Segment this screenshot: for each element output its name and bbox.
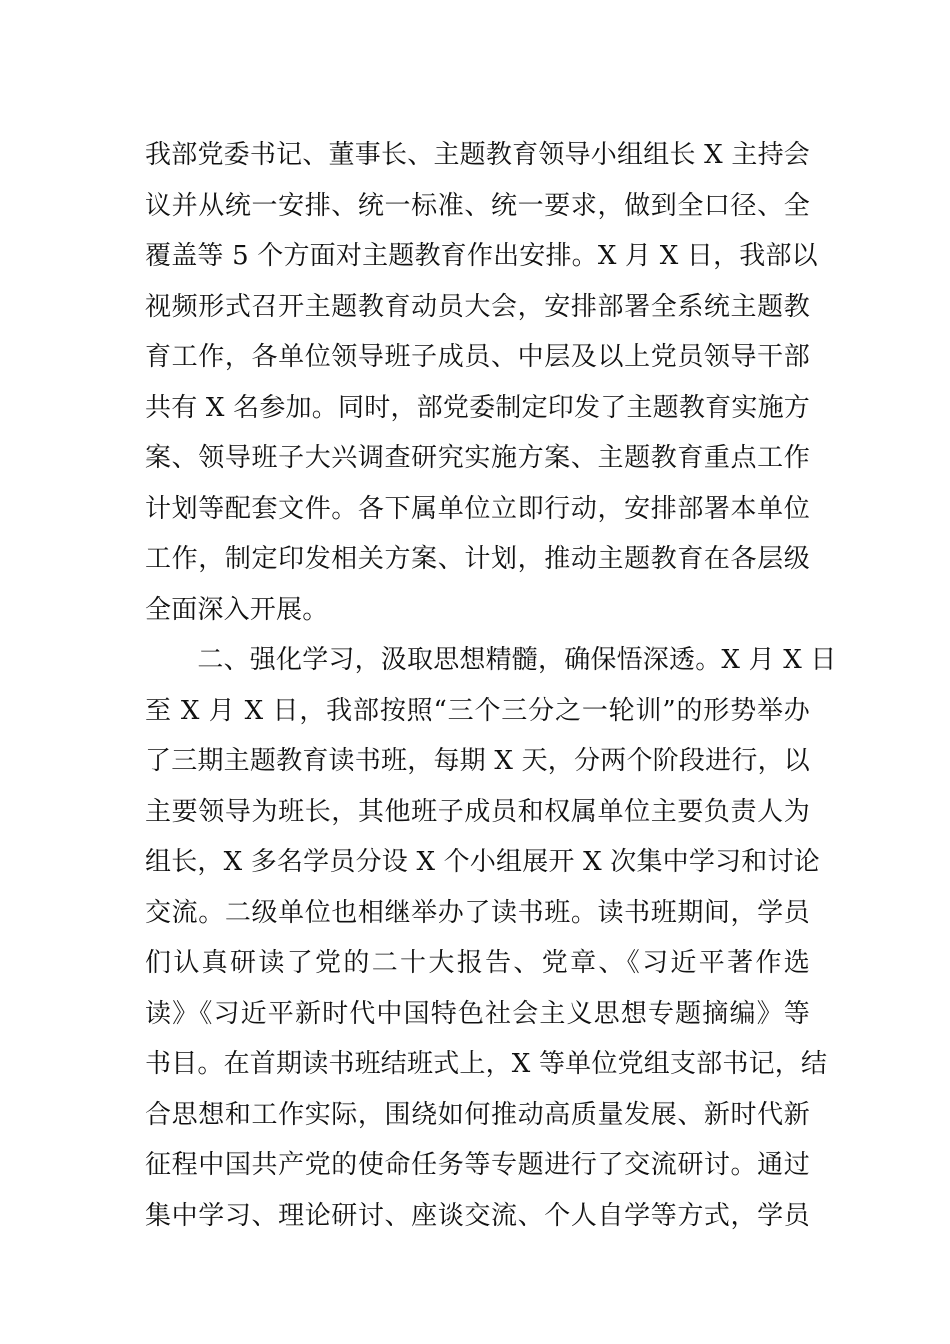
text-line-14: 主要领导为班长，其他班子成员和权属单位主要负责人为 xyxy=(145,796,810,827)
text-line-5: 育工作，各单位领导班子成员、中层及以上党员领导干部 xyxy=(145,342,810,372)
text-line-11: 二、强化学习，汲取思想精髓，确保悟深透。X 月 X 日 xyxy=(145,645,837,675)
text-line-16: 交流。二级单位也相继举办了读书班。读书班期间，学员 xyxy=(145,897,810,928)
text-line-4: 视频形式召开主题教育动员大会，安排部署全系统主题教 xyxy=(145,291,810,322)
text-line-12: 至 X 月 X 日，我部按照“三个三分之一轮训”的形势举办 xyxy=(145,695,810,726)
text-line-20: 合思想和工作实际，围绕如何推动高质量发展、新时代新 xyxy=(145,1099,810,1130)
text-line-2: 议并从统一安排、统一标准、统一要求，做到全口径、全 xyxy=(145,190,810,221)
text-line-8: 计划等配套文件。各下属单位立即行动，安排部署本单位 xyxy=(145,493,810,524)
text-line-7: 案、领导班子大兴调查研究实施方案、主题教育重点工作 xyxy=(145,443,810,473)
text-line-10: 全面深入开展。 xyxy=(145,594,329,625)
text-line-9: 工作，制定印发相关方案、计划，推动主题教育在各层级 xyxy=(145,544,810,574)
text-line-13: 了三期主题教育读书班，每期 X 天，分两个阶段进行，以 xyxy=(145,746,810,776)
text-line-21: 征程中国共产党的使命任务等专题进行了交流研讨。通过 xyxy=(145,1150,810,1180)
text-line-18: 读》《习近平新时代中国特色社会主义思想专题摘编》等 xyxy=(145,998,810,1029)
text-line-17: 们认真研读了党的二十大报告、党章、《习近平著作选 xyxy=(145,948,810,978)
text-line-6: 共有 X 名参加。同时，部党委制定印发了主题教育实施方 xyxy=(145,392,810,423)
text-line-22: 集中学习、理论研讨、座谈交流、个人自学等方式，学员 xyxy=(145,1200,810,1231)
document-body xyxy=(145,130,837,1241)
text-line-3: 覆盖等 5 个方面对主题教育作出安排。X 月 X 日，我部以 xyxy=(145,241,818,271)
text-line-15: 组长，X 多名学员分设 X 个小组展开 X 次集中学习和讨论 xyxy=(145,847,820,877)
text-line-19: 书目。在首期读书班结班式上，X 等单位党组支部书记，结 xyxy=(145,1049,828,1079)
text-line-1: 我部党委书记、董事长、主题教育领导小组组长 X 主持会 xyxy=(145,140,810,170)
